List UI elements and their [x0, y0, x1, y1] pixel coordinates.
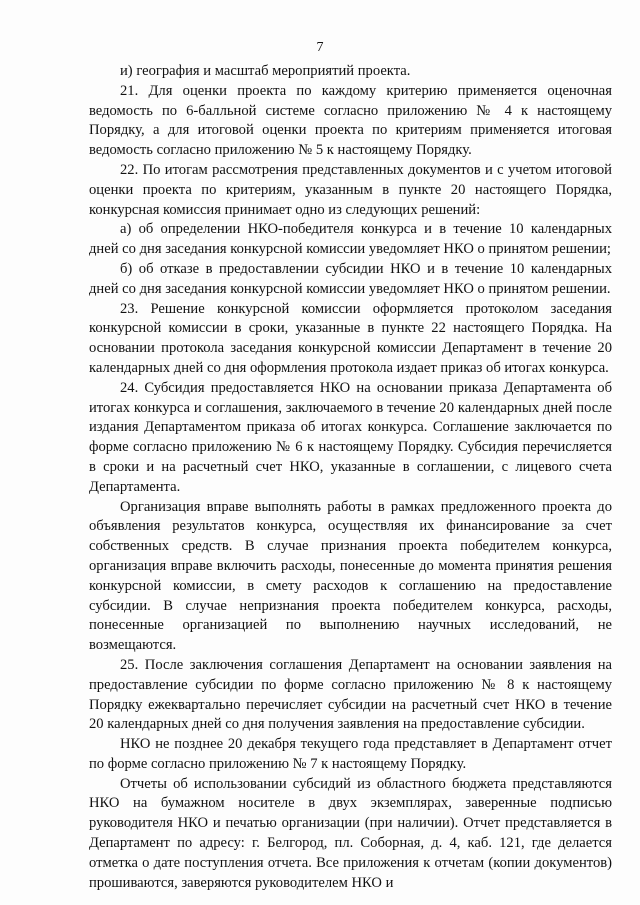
paragraph-22-a: а) об определении НКО-победителя конкурса и в течение 10 календарных дней со дня заседания конкурсной комиссии уведомляет НКО о принятом решении;	[89, 221, 612, 258]
paragraph-25-report-deadline: НКО не позднее 20 декабря текущего года представляет в Департамент отчет по форме согласно приложению № 7 к настоящему Порядку.	[89, 736, 612, 772]
paragraph-25-reports: Отчеты об использовании субсидий из областного бюджета представляются НКО на бумажном носителе в двух экземплярах, заверенные подписью руководителя НКО и печатью организации (при наличии). Отчет представляется в Департамент по адресу: г. Белгород, пл. Соборная, д. 4, каб. 121, где делается отметка о дате поступления отчета. Все приложения к отчетам (копии документов) прошиваются, заверяются руководителем НКО и	[89, 775, 612, 891]
paragraph-21: 21. Для оценки проекта по каждому критерию применяется оценочная ведомость по 6-балльной системе согласно приложению № 4 к настоящему Порядку, а для итоговой оценки проекта по критериям применяется итоговая ведомость согласно приложению № 5 к настоящему Порядку.	[89, 82, 612, 159]
page-number: 7	[316, 40, 324, 55]
paragraph-23: 23. Решение конкурсной комиссии оформляется протоколом заседания конкурсной комиссии в сроки, указанные в пункте 22 настоящего Порядка. На основании протокола заседания конкурсной комиссии Департамент в течение 20 календарных дней со дня оформления протокола издает приказ об итогах конкурса.	[89, 300, 612, 376]
paragraph-24-organization: Организация вправе выполнять работы в рамках предложенного проекта до объявления результатов конкурса, осуществляя их финансирование за счет собственных средств. В случае признания проекта победителем конкурса, организация вправе включить расходы, понесенные до момента принятия решения конкурсной комиссии, в смету расходов к соглашению на предоставление субсидии. В случае непризнания проекта победителем конкурса, расходы, понесенные организацией по выполнению научных исследований, не возмещаются.	[89, 498, 612, 654]
paragraph-item-i: и) география и масштаб мероприятий проекта.	[120, 63, 411, 79]
paragraph-22: 22. По итогам рассмотрения представленных документов и с учетом итоговой оценки проекта по критериям, указанным в пункте 20 настоящего Порядка, конкурсная комиссия принимает одно из следующих решений:	[89, 161, 612, 218]
paragraph-25: 25. После заключения соглашения Департамент на основании заявления на предоставление субсидии по форме согласно приложению № 8 к настоящему Порядку ежеквартально перечисляет субсидии на расчетный счет НКО в течение 20 календарных дней со дня получения заявления на предоставление субсидии.	[89, 656, 612, 733]
paragraph-22-b: б) об отказе в предоставлении субсидии НКО и в течение 10 календарных дней со дня заседания конкурсной комиссии уведомляет НКО о принятом решении.	[89, 260, 612, 297]
paragraph-24: 24. Субсидия предоставляется НКО на основании приказа Департамента об итогах конкурса и соглашения, заключаемого в течение 20 календарных дней после издания Департаментом приказа об итогах конкурса. Соглашение заключается по форме согласно приложению № 6 к настоящему Порядку. Субсидия перечисляется в сроки и на расчетный счет НКО, указанные в соглашении, с лицевого счета Департамента.	[89, 379, 612, 495]
document-body	[89, 62, 612, 893]
